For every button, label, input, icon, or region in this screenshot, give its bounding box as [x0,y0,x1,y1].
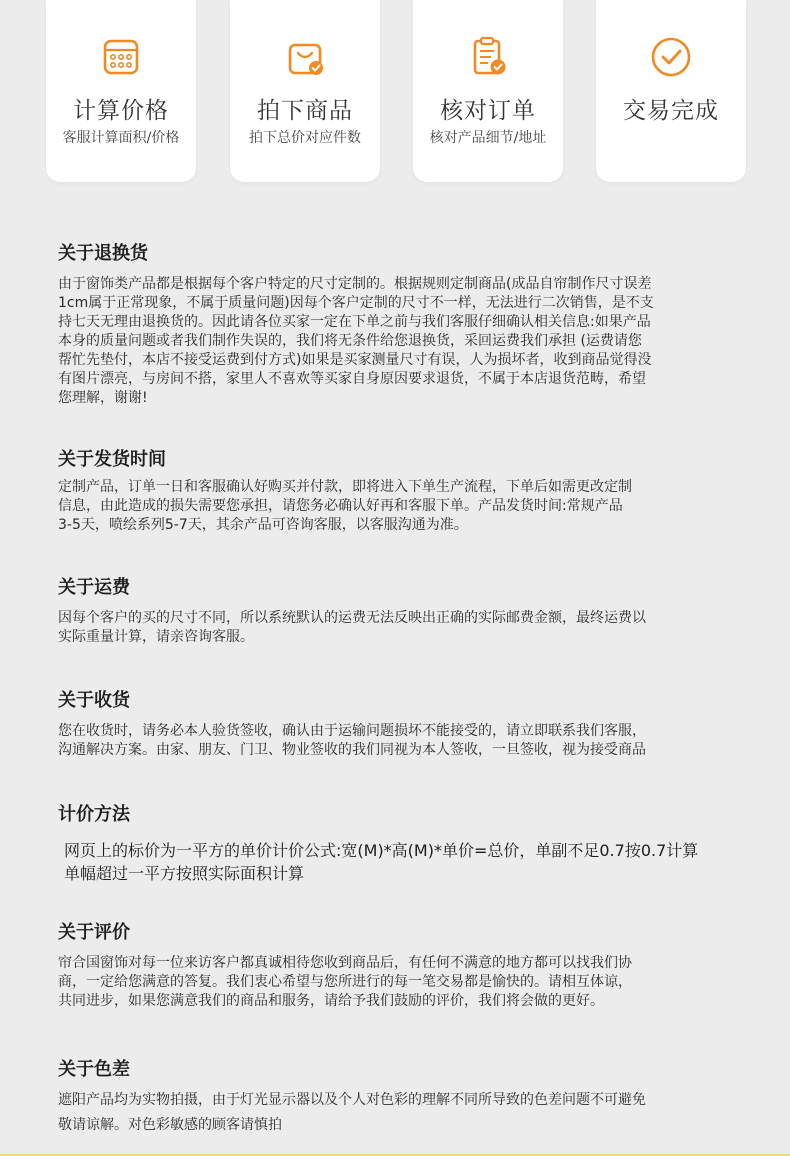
section-reviews [58,921,758,1011]
section-color-difference [58,1058,758,1138]
step-calculate-price [46,0,196,182]
section-heading: 计价方法 [58,804,130,825]
step-title: 交易完成 [623,98,719,124]
step-place-order [230,0,380,182]
section-pricing-method [58,803,758,885]
shopping-bag-icon [284,36,326,78]
process-steps [0,0,790,182]
section-heading: 关于退换货 [58,243,148,264]
clipboard-check-icon [467,36,509,78]
step-complete [596,0,746,182]
section-body: 您在收货时，请务必本人验货签收，确认由于运输问题损坏不能接受的，请立即联系我们客服， 沟通解决方案。由家、朋友、门卫、物业签收的我们同视为本人签收，一旦签收，视为接受商品 [58,723,646,758]
section-receiving [58,689,758,760]
step-subtitle: 客服计算面积/价格 [62,130,180,146]
section-returns [58,242,758,408]
section-body: 由于窗饰类产品都是根据每个客户特定的尺寸定制的。根据规则定制商品(成品自帘制作尺寸误差 1cm属于正常现象，不属于质量问题)因每个客户定制的尺寸不一样，无法进行二次销售，是不支 持七天无理由退换货的。因此请各位买家一定在下单之前与我们客服仔细确认相关信息:如果产品 本身的质量问题或者我们制作失误的，我们将无条件给您退换货，采回运费我们承担 (运费请您 帮忙先垫付，本店不接受运费到付方式)如果是买家测量尺寸有误，人为损坏者，收到商品觉得没 有图片漂亮，与房间不搭，家里人不喜欢等买家自身原因要求退货，不属于本店退货范畴，希望 您理解，谢谢! [58,276,654,406]
section-body: 定制产品，订单一日和客服确认好购买并付款，即将进入下单生产流程，下单后如需更改定制 信息，由此造成的损失需要您承担，请您务必确认好再和客服下单。产品发货时间:常规产品 3-5天，喷绘系列5-7天，其余产品可咨询客服，以客服沟通为准。 [58,479,632,533]
section-body: 因每个客户的买的尺寸不同，所以系统默认的运费无法反映出正确的实际邮费金额，最终运费以 实际重量计算，请亲咨询客服。 [58,610,646,645]
section-heading: 关于发货时间 [58,449,166,470]
section-heading: 关于评价 [58,922,130,943]
section-heading: 关于运费 [58,577,130,598]
section-shipping-fee [58,576,758,647]
calculator-icon [100,36,142,78]
section-body: 帘合国窗饰对每一位来访客户都真诚相待您收到商品后，有任何不满意的地方都可以找我们协 商，一定给您满意的答复。我们衷心希望与您所进行的每一笔交易都是愉快的。请相互体谅， 共同进步，如果您满意我们的商品和服务，请给予我们鼓励的评价，我们将会做的更好。 [58,955,632,1009]
step-title: 核对订单 [440,98,536,124]
section-shipping-time [58,448,758,535]
step-check-order [413,0,563,182]
section-body: 遮阳产品均为实物拍摄，由于灯光显示器以及个人对色彩的理解不同所导致的色差问题不可避免 敬请谅解。对色彩敏感的顾客请慎拍 [58,1092,646,1133]
step-title: 拍下商品 [257,98,353,124]
check-circle-icon [650,36,692,78]
section-body: 网页上的标价为一平方的单价计价公式:宽(M)*高(M)*单价=总价，单副不足0.7按0.7计算 单幅超过一平方按照实际面积计算 [64,841,699,883]
step-subtitle: 核对产品细节/地址 [429,130,547,146]
step-title: 计算价格 [73,98,169,124]
step-subtitle: 拍下总价对应件数 [249,130,361,146]
section-heading: 关于收货 [58,690,130,711]
section-heading: 关于色差 [58,1059,130,1080]
